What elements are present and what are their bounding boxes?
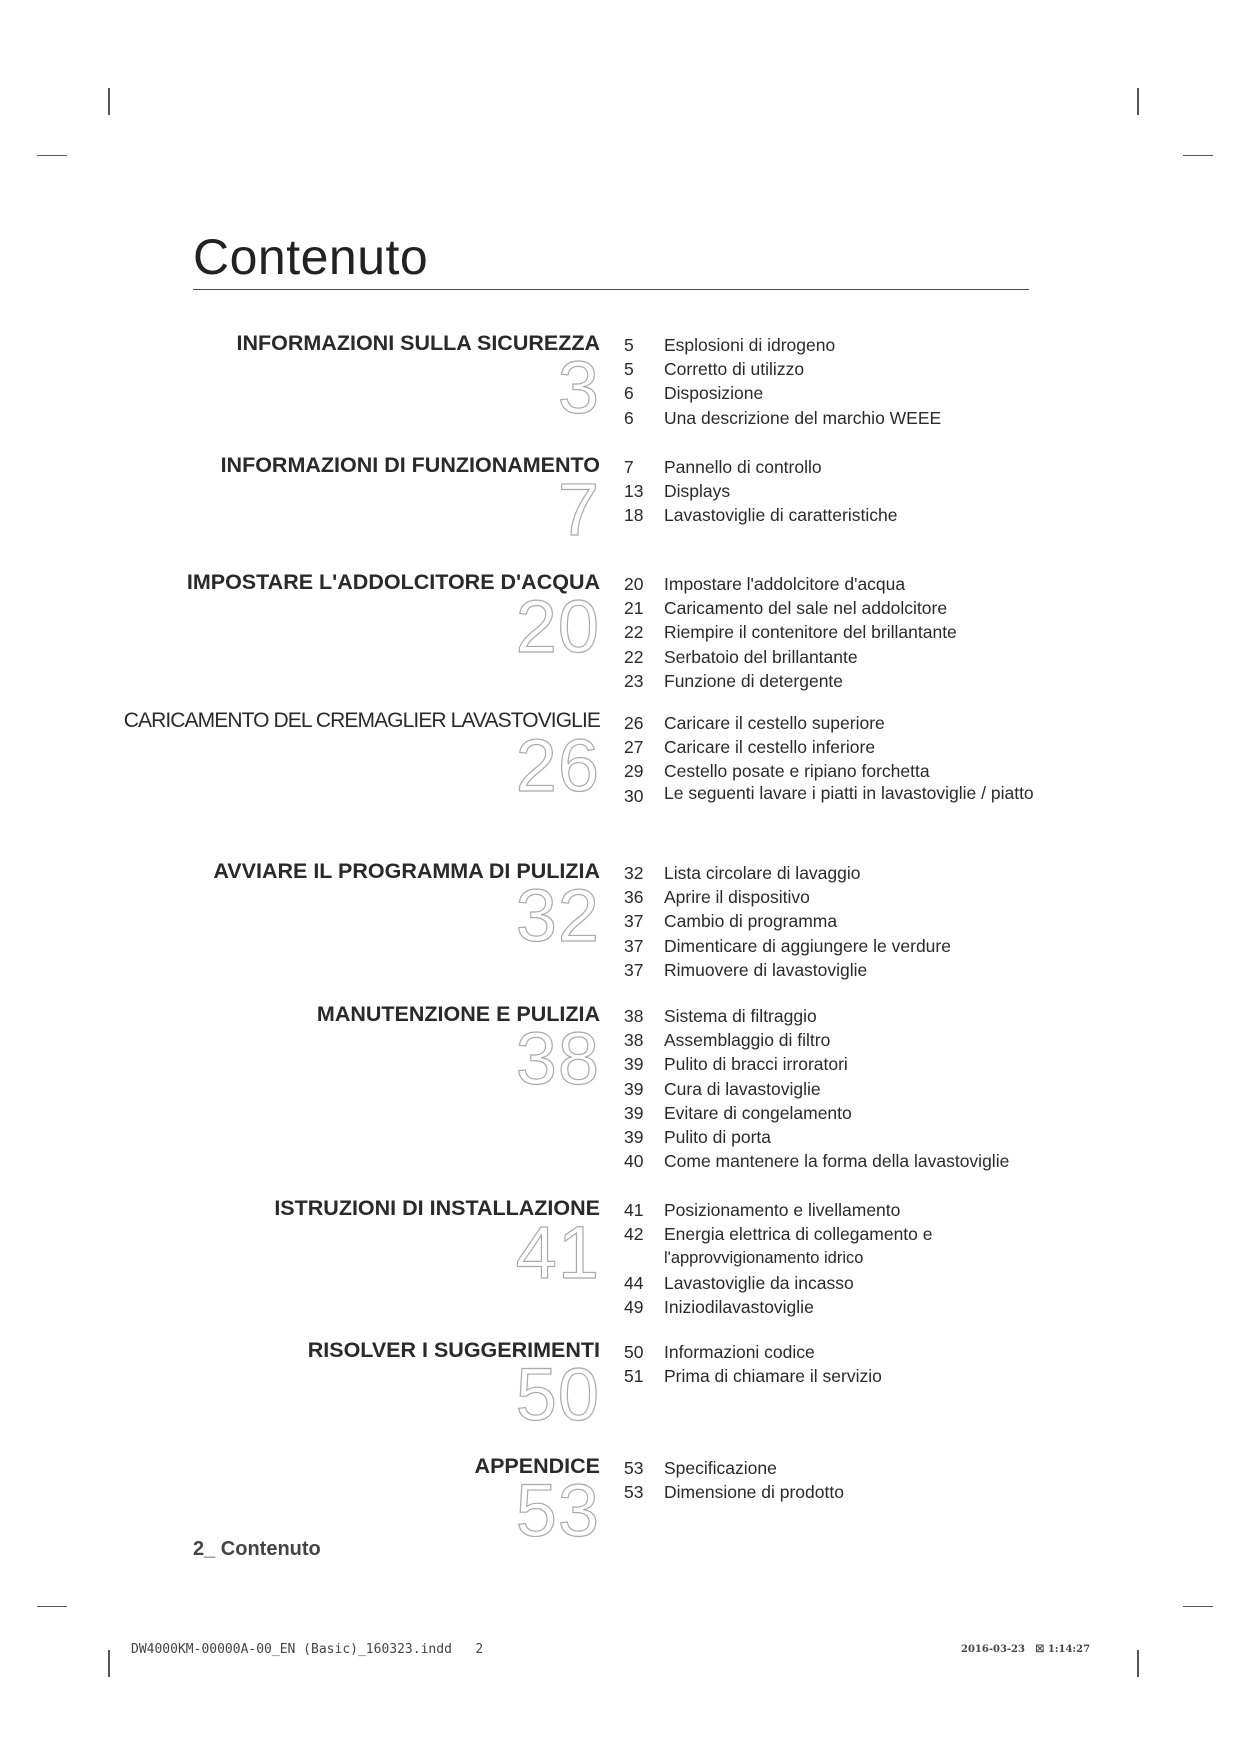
entry-page-number: 6 bbox=[624, 383, 634, 404]
section-entries bbox=[624, 711, 1064, 808]
toc-entry[interactable] bbox=[624, 958, 1064, 982]
section-heading-block bbox=[123, 708, 600, 807]
toc-entry[interactable] bbox=[624, 885, 1064, 909]
toc-entry[interactable] bbox=[624, 1125, 1064, 1149]
entry-page-number: 53 bbox=[624, 1482, 644, 1503]
section-page-number: 20 bbox=[515, 585, 600, 668]
crop-mark bbox=[1137, 1650, 1139, 1677]
section-entries bbox=[624, 861, 1064, 982]
toc-entry[interactable] bbox=[624, 333, 1064, 357]
toc-entry[interactable] bbox=[624, 1246, 1064, 1270]
crop-mark bbox=[108, 88, 110, 115]
entry-page-number: 20 bbox=[624, 574, 644, 594]
section-title: CARICAMENTO DEL CREMAGLIER LAVASTOVIGLIE bbox=[123, 709, 600, 732]
section-page-number: 32 bbox=[515, 874, 600, 957]
entry-page-number: 38 bbox=[624, 1006, 644, 1026]
entry-page-number: 37 bbox=[624, 935, 644, 956]
entry-title: Disposizione bbox=[664, 383, 764, 404]
toc-entry[interactable] bbox=[624, 357, 1064, 381]
entry-title: Le seguenti lavare i piatti in lavastoviglie / piatto bbox=[664, 782, 1034, 803]
section-title: MANUTENZIONE E PULIZIA bbox=[316, 1002, 600, 1026]
entry-page-number: 37 bbox=[624, 959, 644, 980]
section-page-number: 53 bbox=[515, 1469, 600, 1552]
entry-page-number: 22 bbox=[624, 622, 644, 643]
toc-entry[interactable] bbox=[624, 381, 1064, 405]
entry-page-number: 6 bbox=[624, 407, 634, 428]
entry-title: Iniziodilavastoviglie bbox=[664, 1296, 814, 1317]
entry-page-number: 5 bbox=[624, 335, 634, 355]
toc-entry[interactable] bbox=[624, 1004, 1064, 1028]
section-heading-block bbox=[213, 858, 600, 957]
toc-entry[interactable] bbox=[624, 503, 1064, 527]
toc-entry[interactable] bbox=[624, 934, 1064, 958]
toc-entry[interactable] bbox=[624, 1101, 1064, 1125]
section-title: ISTRUZIONI DI INSTALLAZIONE bbox=[274, 1196, 600, 1220]
section-page-number: 38 bbox=[515, 1017, 600, 1100]
section-page-number: 50 bbox=[515, 1353, 600, 1436]
section-page-number: 3 bbox=[557, 346, 600, 429]
toc-entry[interactable] bbox=[624, 645, 1064, 669]
crop-mark bbox=[1183, 1606, 1213, 1607]
toc-entry[interactable] bbox=[624, 620, 1064, 644]
entry-title: Lista circolare di lavaggio bbox=[664, 863, 861, 883]
toc-entry[interactable] bbox=[624, 711, 1064, 735]
entry-title: Lavastoviglie di caratteristiche bbox=[664, 505, 898, 526]
section-page-number: 26 bbox=[515, 724, 600, 807]
entry-title: Assemblaggio di filtro bbox=[664, 1030, 831, 1051]
section-page-number: 41 bbox=[515, 1211, 600, 1294]
toc-entry[interactable] bbox=[624, 1052, 1064, 1076]
entry-title: Sistema di filtraggio bbox=[664, 1006, 817, 1026]
entry-page-number: 39 bbox=[624, 1127, 644, 1148]
toc-entry[interactable] bbox=[624, 735, 1064, 759]
entry-title: Pulito di porta bbox=[664, 1127, 772, 1148]
entry-title: Serbatoio del brillantante bbox=[664, 646, 858, 667]
entry-title: Esplosioni di idrogeno bbox=[664, 335, 836, 355]
entry-title: Specificazione bbox=[664, 1458, 777, 1478]
entry-page-number: 21 bbox=[624, 598, 644, 619]
section-title: RISOLVER I SUGGERIMENTI bbox=[307, 1338, 600, 1362]
section-heading-block bbox=[307, 1337, 600, 1436]
entry-page-number: 37 bbox=[624, 911, 644, 932]
print-slug-filename: DW4000KM-00000A-00_EN (Basic)_160323.indd 2 bbox=[131, 1642, 484, 1657]
entry-page-number: 13 bbox=[624, 481, 644, 502]
section-page-number: 7 bbox=[557, 468, 600, 551]
entry-page-number: 29 bbox=[624, 761, 644, 782]
entry-title: Prima di chiamare il servizio bbox=[664, 1366, 882, 1387]
toc-entry[interactable] bbox=[624, 1198, 1064, 1222]
entry-page-number: 26 bbox=[624, 713, 644, 733]
entry-title: Energia elettrica di collegamento e bbox=[664, 1224, 933, 1245]
toc-entry[interactable] bbox=[624, 1077, 1064, 1101]
entry-title: Una descrizione del marchio WEEE bbox=[664, 407, 942, 428]
section-title: INFORMAZIONI DI FUNZIONAMENTO bbox=[220, 453, 600, 477]
entry-page-number: 51 bbox=[624, 1366, 644, 1387]
entry-title: Funzione di detergente bbox=[664, 670, 844, 691]
section-title: IMPOSTARE L'ADDOLCITORE D'ACQUA bbox=[186, 570, 600, 594]
section-entries bbox=[624, 1456, 1064, 1504]
entry-title: Dimenticare di aggiungere le verdure bbox=[664, 935, 951, 956]
toc-entry[interactable] bbox=[624, 1340, 1064, 1364]
section-entries bbox=[624, 1340, 1064, 1388]
section-entries bbox=[624, 1198, 1064, 1319]
entry-page-number: 39 bbox=[624, 1102, 644, 1123]
entry-title: Dimensione di prodotto bbox=[664, 1482, 844, 1503]
toc-entry[interactable] bbox=[624, 1295, 1064, 1319]
entry-title: Come mantenere la forma della lavastoviglie bbox=[664, 1151, 1010, 1172]
entry-title: Informazioni codice bbox=[664, 1342, 815, 1362]
section-title: APPENDICE bbox=[474, 1454, 600, 1478]
entry-title: l'approvvigionamento idrico bbox=[664, 1249, 864, 1268]
toc-entry[interactable] bbox=[624, 1364, 1064, 1388]
entry-title: Lavastoviglie da incasso bbox=[664, 1272, 854, 1293]
entry-title: Caricare il cestello inferiore bbox=[664, 737, 876, 758]
toc-entry[interactable] bbox=[624, 406, 1064, 430]
section-entries bbox=[624, 333, 1064, 430]
section-title: AVVIARE IL PROGRAMMA DI PULIZIA bbox=[213, 859, 600, 883]
entry-page-number bbox=[624, 1246, 664, 1270]
entry-page-number: 27 bbox=[624, 737, 644, 758]
title-divider bbox=[193, 289, 1029, 290]
entry-title: Cambio di programma bbox=[664, 911, 838, 932]
toc-entry[interactable] bbox=[624, 479, 1064, 503]
crop-mark bbox=[1183, 155, 1213, 156]
section-heading-block bbox=[316, 1001, 600, 1100]
section-entries bbox=[624, 572, 1064, 693]
entry-page-number: 41 bbox=[624, 1200, 644, 1220]
section-heading-block bbox=[186, 569, 600, 668]
entry-page-number: 22 bbox=[624, 646, 644, 667]
entry-title: Caricamento del sale nel addolcitore bbox=[664, 598, 948, 619]
toc-entry[interactable] bbox=[624, 572, 1064, 596]
entry-page-number: 23 bbox=[624, 670, 644, 691]
section-title: INFORMAZIONI SULLA SICUREZZA bbox=[236, 331, 600, 355]
toc-entry[interactable] bbox=[624, 784, 1064, 808]
entry-page-number: 7 bbox=[624, 457, 634, 477]
entry-title: Corretto di utilizzo bbox=[664, 359, 805, 380]
entry-title: Pulito di bracci irroratori bbox=[664, 1054, 848, 1075]
entry-page-number: 5 bbox=[624, 359, 634, 380]
entry-page-number: 38 bbox=[624, 1030, 644, 1051]
print-slug-timestamp: 2016-03-23 ☒ 1:14:27 bbox=[961, 1644, 1091, 1655]
entry-page-number: 39 bbox=[624, 1054, 644, 1075]
entry-page-number: 30 bbox=[624, 785, 644, 806]
entry-title: Cura di lavastoviglie bbox=[664, 1078, 821, 1099]
entry-page-number: 36 bbox=[624, 887, 644, 908]
toc-entry[interactable] bbox=[624, 455, 1064, 479]
entry-page-number: 40 bbox=[624, 1151, 644, 1172]
toc-entry[interactable] bbox=[624, 1456, 1064, 1480]
entry-title: Displays bbox=[664, 481, 731, 502]
section-heading-block bbox=[474, 1453, 600, 1552]
toc-entry[interactable] bbox=[624, 1028, 1064, 1052]
entry-title: Impostare l'addolcitore d'acqua bbox=[664, 574, 906, 594]
entry-page-number: 32 bbox=[624, 863, 644, 883]
entry-title: Caricare il cestello superiore bbox=[664, 713, 885, 733]
toc-entry[interactable] bbox=[624, 1480, 1064, 1504]
entry-page-number: 39 bbox=[624, 1078, 644, 1099]
entry-title: Evitare di congelamento bbox=[664, 1102, 852, 1123]
page-title: Contenuto bbox=[193, 229, 429, 285]
section-heading-block bbox=[274, 1195, 600, 1294]
section-heading-block bbox=[220, 452, 600, 551]
crop-mark bbox=[1137, 88, 1139, 115]
entry-page-number: 49 bbox=[624, 1296, 644, 1317]
toc-entry[interactable] bbox=[624, 1222, 1064, 1246]
entry-page-number: 18 bbox=[624, 505, 644, 526]
section-entries bbox=[624, 455, 1064, 528]
toc-entry[interactable] bbox=[624, 759, 1064, 783]
entry-title: Aprire il dispositivo bbox=[664, 887, 810, 908]
entry-title: Cestello posate e ripiano forchetta bbox=[664, 761, 930, 782]
crop-mark bbox=[37, 1606, 67, 1607]
entry-page-number: 42 bbox=[624, 1224, 644, 1245]
page-footer-label: 2_ Contenuto bbox=[193, 1538, 321, 1560]
entry-title: Riempire il contenitore del brillantante bbox=[664, 622, 957, 643]
toc-entry[interactable] bbox=[624, 669, 1064, 693]
toc-entry[interactable] bbox=[624, 596, 1064, 620]
crop-mark bbox=[108, 1650, 110, 1677]
entry-title: Pannello di controllo bbox=[664, 457, 822, 477]
toc-entry[interactable] bbox=[624, 1149, 1064, 1173]
toc-entry[interactable] bbox=[624, 909, 1064, 933]
toc-entry[interactable] bbox=[624, 861, 1064, 885]
section-entries bbox=[624, 1004, 1064, 1173]
entry-page-number: 53 bbox=[624, 1458, 644, 1478]
toc-entry[interactable] bbox=[624, 1271, 1064, 1295]
entry-title: Posizionamento e livellamento bbox=[664, 1200, 901, 1220]
entry-page-number: 44 bbox=[624, 1272, 644, 1293]
entry-title: Rimuovere di lavastoviglie bbox=[664, 959, 868, 980]
crop-mark bbox=[37, 155, 67, 156]
section-heading-block bbox=[236, 330, 600, 429]
entry-page-number: 50 bbox=[624, 1342, 644, 1362]
